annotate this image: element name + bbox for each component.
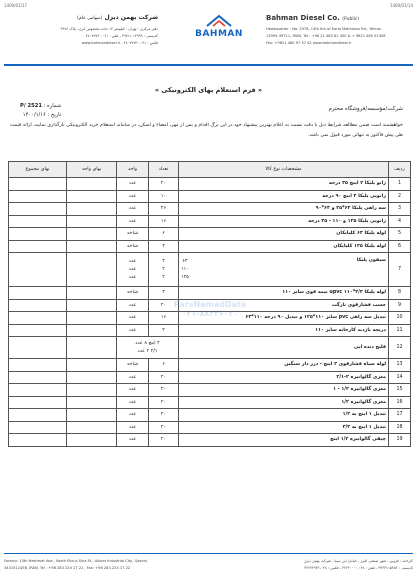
item-unit: عدد [117,215,149,228]
top-right-date: 1400/01/14 [389,3,413,8]
address-fa: دفتر مرکزی : تهران ، کیلومتر ۱۳ جاده مخصوص کرج ، پلاک ۲۹۷۶ کدپستی : ۱۳۹۹۹-۳۹۷۱۱ ، تلفن : ۰۲۱-۴۸۰۷۹۷۴۰ فکس : ۰۲۱-۴۸۰۷۹۷۳۰ ، www.bahmandiesel.ir [60,27,158,45]
unit-price-cell [67,240,117,253]
unit-price-cell [67,396,117,409]
item-description [179,253,389,287]
row-number: 14 [389,371,411,384]
table-row [9,396,411,409]
item-description: مغزی گالوانیزه ۱/۲ [179,396,389,409]
table-row [9,409,411,422]
table-row [9,359,411,372]
item-unit: عدد [117,421,149,434]
item-qty: ۲۰ [149,434,179,447]
row-number: 1 [389,178,411,191]
item-description: سه راهی پلیکا ۶۳*۴۵ و ۶۳*۹۰ [179,203,389,216]
header-qty: تعداد [149,162,179,178]
unit-price-cell [67,203,117,216]
row-number: 10 [389,312,411,325]
sub-size: ۱۱۰ [181,266,189,272]
table-row [9,190,411,203]
item-qty: ۱۶ [149,312,179,325]
row-number: 11 [389,324,411,337]
watermark: ParsNamadData ۰۲۱-۸۸۳۴۶۰۲۰ [173,300,247,318]
header-total: بهای مجموع [9,162,67,178]
header-divider [4,64,413,66]
unit-price-cell [67,409,117,422]
total-price-cell [9,190,67,203]
total-price-cell [9,253,67,287]
unit-price-cell [67,384,117,397]
row-number: 8 [389,287,411,300]
unit-price-cell [67,312,117,325]
total-price-cell [9,324,67,337]
item-unit: عدد [117,409,149,422]
unit-price-cell [67,299,117,312]
table-row [9,312,411,325]
item-description: زانو پلیکا ۲ اینچ ۴۵ درجه [179,178,389,191]
sub-unit: عدد [128,274,137,280]
item-description: چسب فشارقوی تارگت [179,299,389,312]
table-row [9,203,411,216]
qty-line: ۲/۱ ۲ عدد [137,348,158,354]
item-qty: ۲۰ [149,384,179,397]
total-price-cell [9,337,67,359]
item-unit [117,253,149,287]
item-unit: شاخه [117,359,149,372]
table-row [9,228,411,241]
sub-unit: عدد [128,258,137,264]
total-price-cell [9,409,67,422]
row-number: 4 [389,215,411,228]
unit-price-cell [67,215,117,228]
row-number: 7 [389,253,411,287]
row-number: 6 [389,240,411,253]
item-qty: ۶ [149,228,179,241]
item-description: فلنج دنده ایی [179,337,389,359]
total-price-cell [9,421,67,434]
unit-price-cell [67,371,117,384]
total-price-cell [9,203,67,216]
logo-icon [205,14,233,28]
table-row [9,178,411,191]
item-unit: عدد [117,324,149,337]
header-row-number: ردیف [389,162,411,178]
item-unit: عدد [117,371,149,384]
row-number: 9 [389,299,411,312]
total-price-cell [9,228,67,241]
footer-address-fa: کارخانه : قزوین ، شهر صنعتی البرز ، خیابان ابن سینا ، شرکت بهمن دیزل کدپستی : ۳۴۳۳۱۱۵۴۵۶ ، تلفن : ۰۲۸-۳۲۲۴۰۰۰۰ ، فکس : ۰۲۸-۳۲۲۴۴۹۳۶ [303,559,413,570]
row-number: 12 [389,337,411,359]
item-description: لوله پلیکا ۶۳ کلیایکان [179,228,389,241]
row-number: 19 [389,434,411,447]
item-description: مغزی گالوانیزه ۲-۲/۱ [179,371,389,384]
row-number: 18 [389,421,411,434]
item-description: تبدیل ۱ اینچ به ۳/۴ [179,421,389,434]
item-unit: عدد [117,203,149,216]
sub-unit: عدد [128,266,137,272]
item-unit: شاخه [117,287,149,300]
table-row [9,287,411,300]
top-bar [4,3,413,10]
item-unit: عدد [117,396,149,409]
item-description: مغزی گالوانیزه ۱/۲ - ۱ [179,384,389,397]
table-row [9,371,411,384]
unit-price-cell [67,324,117,337]
unit-price-cell [67,253,117,287]
item-description: دریچه بازدید کارخانه سایز ۱۱۰ [179,324,389,337]
item-unit: عدد [117,434,149,447]
item-qty: ۲ [149,324,179,337]
item-unit: عدد [117,384,149,397]
company-logo: BAHMAN [189,14,249,42]
unit-price-cell [67,434,117,447]
item-qty: ۱۰ [149,190,179,203]
form-title: « فرم استعلام بهای الکترونیکی » [154,86,263,94]
item-description: چپقی گالوانیزه ۱/۲ اینچ [179,434,389,447]
total-price-cell [9,215,67,228]
item-qty: ۲۰ [149,178,179,191]
sub-size: ۶۳ [182,258,188,264]
item-qty: ۲۰ [149,409,179,422]
recipient-line: شرکت/مؤسسه/فروشگاه محترم [328,106,403,112]
table-row [9,337,411,359]
unit-price-cell [67,359,117,372]
item-qty: ۲۰ [149,396,179,409]
company-name-fa: شرکت بهمن دیزل (سهامی عام) [77,14,158,21]
item-unit: شاخه [117,240,149,253]
table-header-row [9,162,411,178]
item-description: لوله سیاه فشارقوی ۲ اینچ - درز دار سنگین [179,359,389,372]
table-row [9,324,411,337]
item-qty: ۱۶ [149,215,179,228]
item-qty: ۲۰ [149,299,179,312]
items-table [8,161,411,447]
company-name-en: Bahman Diesel Co. (Public) [266,14,360,22]
sub-qty: ۴ [162,258,165,264]
total-price-cell [9,434,67,447]
item-description: لوله پلیکا ۱۲۵ کلیایکان [179,240,389,253]
total-price-cell [9,299,67,312]
total-price-cell [9,178,67,191]
item-qty: ۶ [149,359,179,372]
row-number: 3 [389,203,411,216]
item-unit: عدد [117,178,149,191]
total-price-cell [9,359,67,372]
item-qty [117,337,179,359]
qty-line: ۴ اینچ ۸ عدد [135,340,160,346]
total-price-cell [9,384,67,397]
row-number: 13 [389,359,411,372]
header-unit-price: بهای واحد [67,162,117,178]
header-description: مشخصات نوع کالا [179,162,389,178]
unit-price-cell [67,287,117,300]
table-row [9,434,411,447]
table-row [9,421,411,434]
item-qty: ۲۰ [149,421,179,434]
unit-price-cell [67,190,117,203]
sub-size: ۱۲۵ [181,274,189,280]
table-row [9,384,411,397]
sub-qty: ۲ [162,266,165,272]
table-row [9,253,411,287]
unit-price-cell [67,337,117,359]
row-number: 16 [389,396,411,409]
item-qty: ۴ [149,240,179,253]
item-qty [149,253,179,287]
table-row [9,299,411,312]
reference-block: شماره : 2521 /P تاریخ : ۱۴۰۰/۱/۱۶ [20,103,62,118]
item-description: لوله پلیکا ۲/۳*۱۱۰ upvc نیمه قوی سایز ۱۱۰ [179,287,389,300]
item-unit: عدد [117,190,149,203]
total-price-cell [9,396,67,409]
total-price-cell [9,287,67,300]
item-unit: شاخه [117,228,149,241]
item-qty: ۳ [149,287,179,300]
total-price-cell [9,371,67,384]
item-description: زانویی پلیکا ۱۲۵ و ۱۱۰ - ۴۵ درجه [179,215,389,228]
unit-price-cell [67,178,117,191]
row-number: 15 [389,384,411,397]
item-qty: ۲۰ [149,371,179,384]
row-number: 2 [389,190,411,203]
letterhead [4,12,413,72]
unit-price-cell [67,228,117,241]
total-price-cell [9,240,67,253]
item-description: زانویی پلیکا ۲ اینچ ۹۰ درجه [179,190,389,203]
item-description: تبدیل ۱ اینچ به ۱/۲ [179,409,389,422]
footer [4,553,413,576]
item-description: تبدیل سه راهی pvc سایز ۱۱۰*۱۲۵ و تبدیل ۹۰ درجه ۱۱۰*۶۳ [179,312,389,325]
header-unit: واحد [117,162,149,178]
item-description-text: سیفون پلیکا [356,257,386,263]
item-qty: ۲۶ [149,203,179,216]
address-en: Headquarter : No. 2976, 13th Km of Karaj Makhsous Rd., Tehran 13999-39711, IRAN, Tel : +98 21 480 81 400 & + 9821 480 97408 Fax: +9821 480 97 37 42 www.bahmandiesel.ir [266,27,386,45]
total-price-cell [9,312,67,325]
item-unit: عدد [117,312,149,325]
table-row [9,240,411,253]
footer-address-en: Factory: 13th Heshmat Ave., North Ebn-e-Sina St., Alborz Industrial City, Qazvin, 3431511456, IRAN, Tel : +98 283 224 17 22 , Fax: +98 283 224 17 22 [4,559,149,570]
unit-price-cell [67,421,117,434]
row-number: 5 [389,228,411,241]
row-number: 17 [389,409,411,422]
intro-paragraph: خواهشمند است ضمن مطالعه شرایط ذیل با دقت نسبت به اعلام بهترین پیشنهاد خود در این برگ اقدام و پس از مهر، امضاء و اسکن، در سامانه استعلام خرید الکترونیکی بارگذاری نمایید، ارائه قیمت طی پیش فاکتور به تنهائی مورد قبول نمی باشد. [10,123,403,138]
item-unit: عدد [117,299,149,312]
sub-qty: ۲ [162,274,165,280]
top-left-date: 1400/01/17 [4,3,28,8]
table-row [9,215,411,228]
